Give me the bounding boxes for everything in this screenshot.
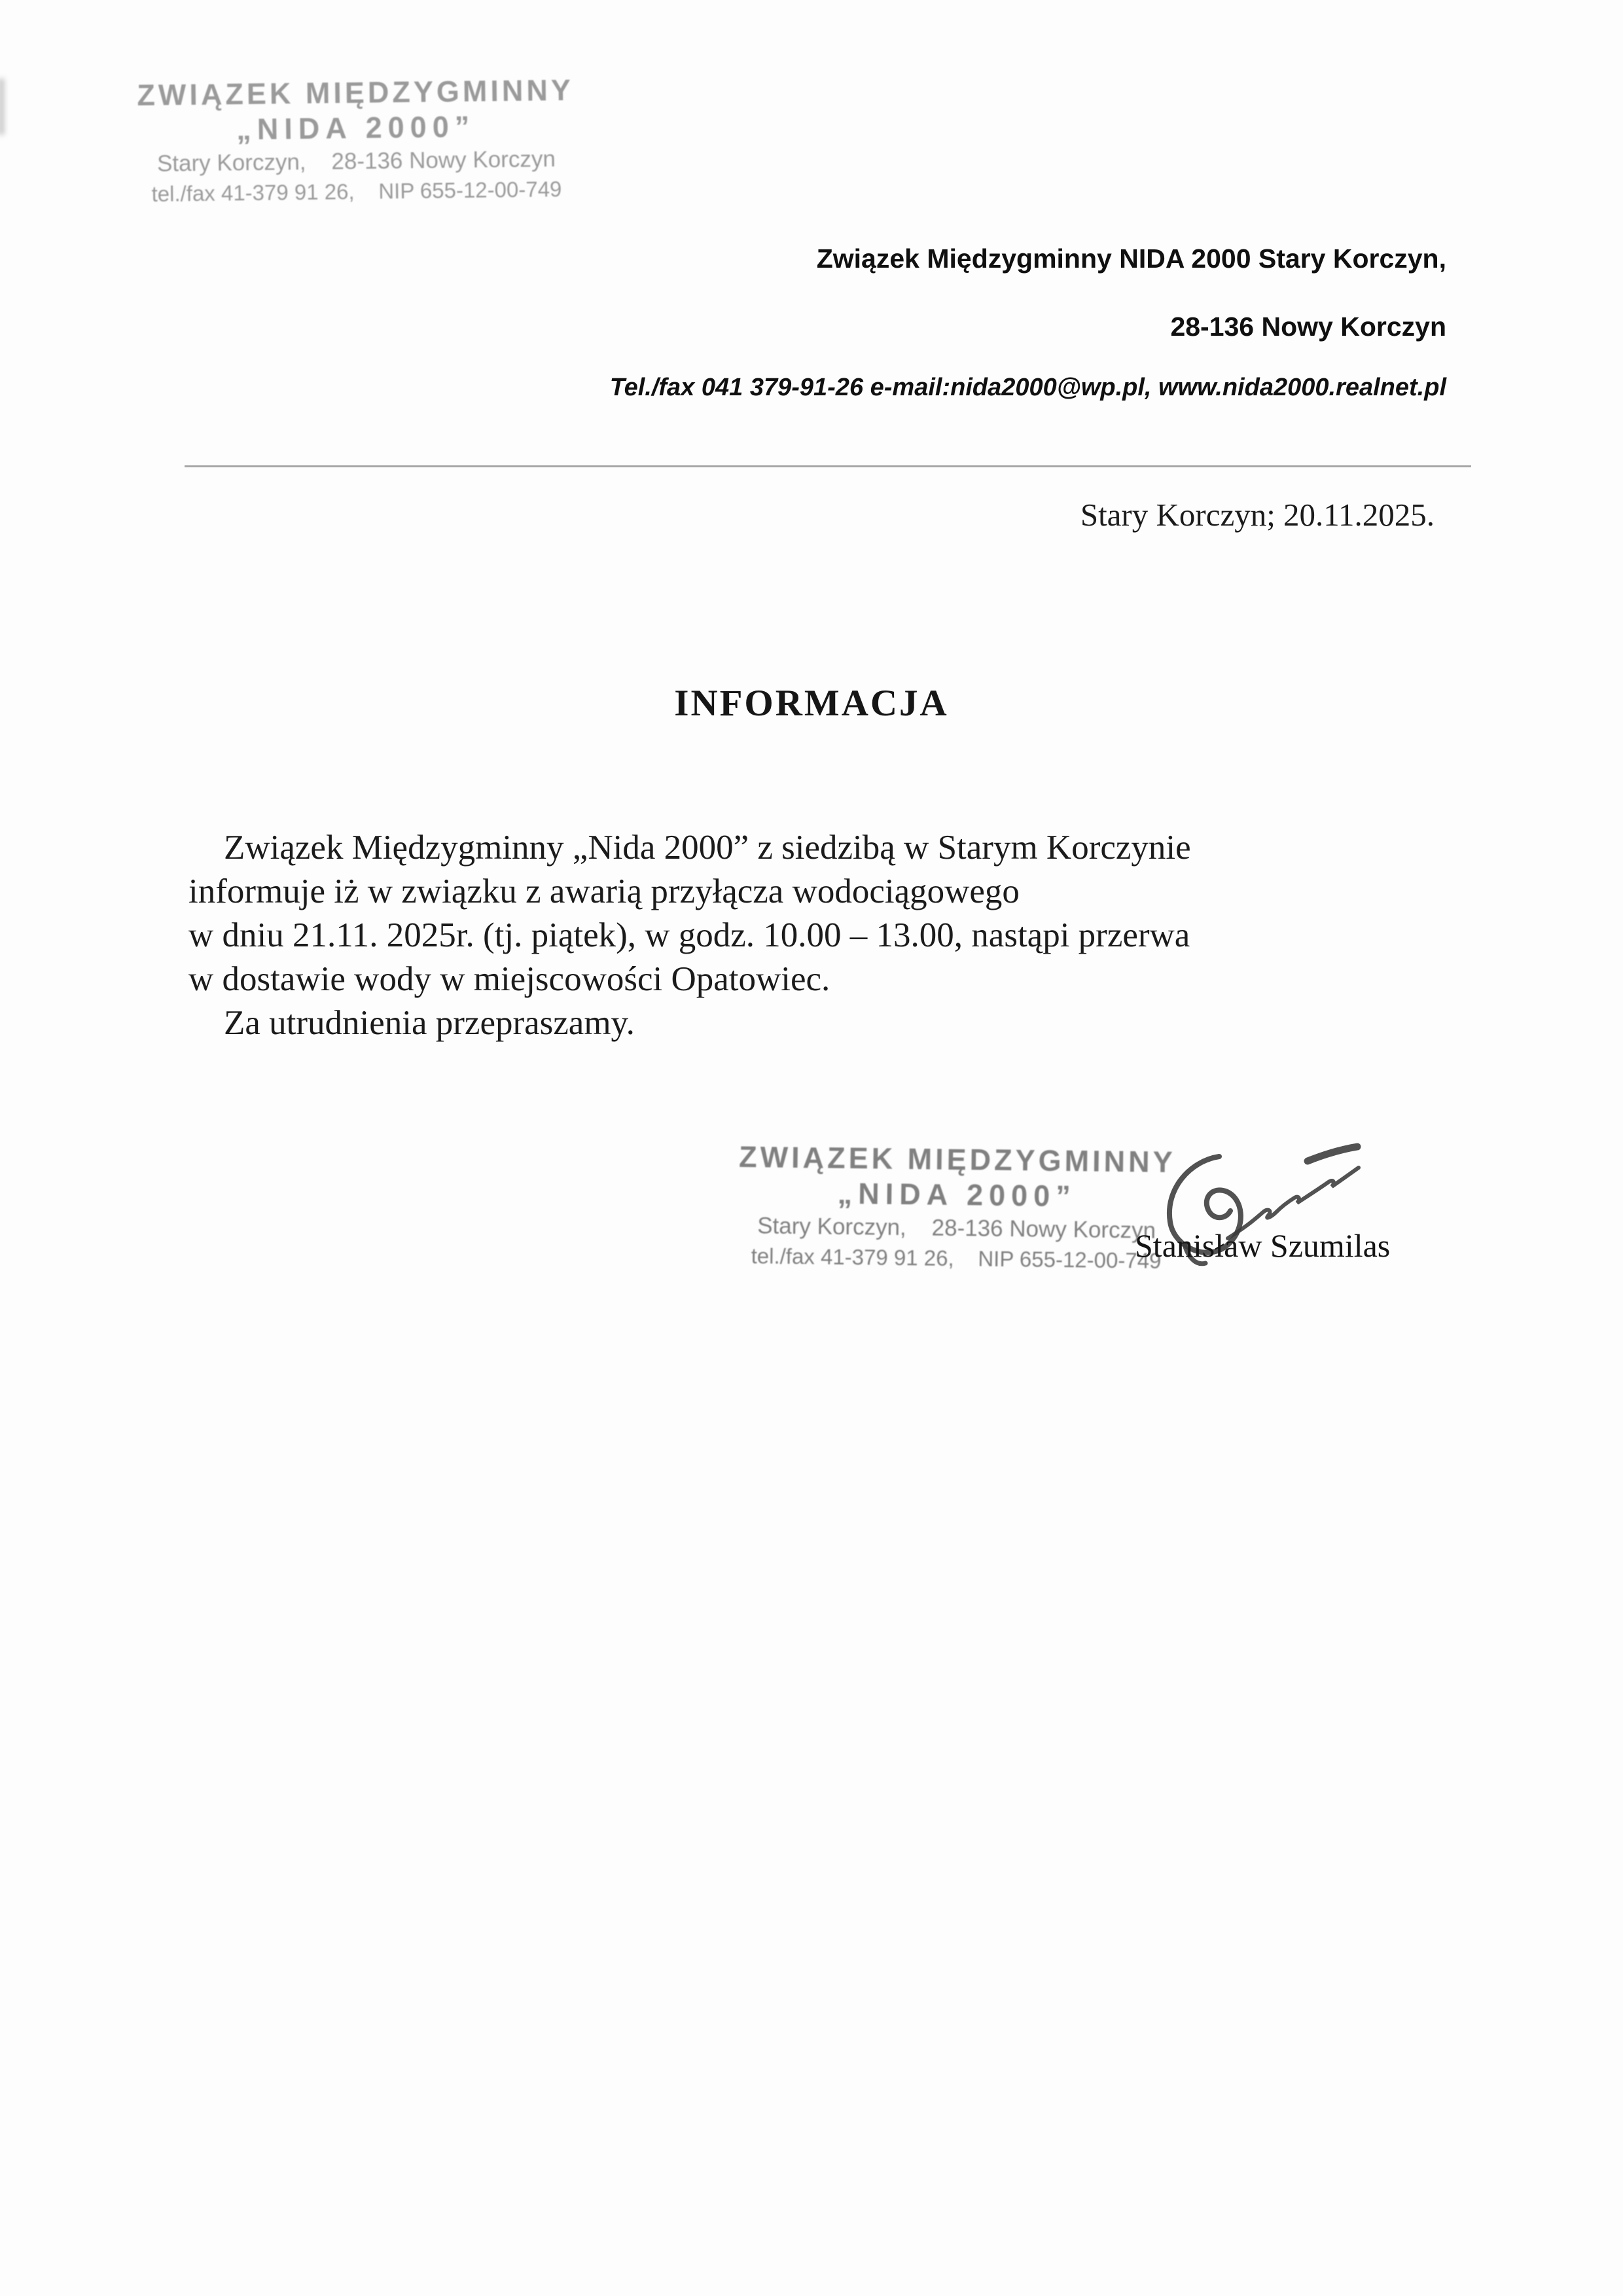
body-line: w dniu 21.11. 2025r. (tj. piątek), w godz. 10.00 – 13.00, nastąpi przerwa xyxy=(188,916,1190,954)
stamp-contact-line: tel./fax 41-379 91 26, NIP 655-12-00-749 xyxy=(751,1244,1162,1273)
date-line: Stary Korczyn; 20.11.2025. xyxy=(1080,497,1435,533)
body-line: Związek Międzygminny „Nida 2000” z siedzibą w Starym Korczynie xyxy=(224,829,1191,867)
letterhead-org-line: Związek Międzygminny NIDA 2000 Stary Korczyn, xyxy=(816,243,1446,274)
rubber-stamp-top xyxy=(126,72,586,209)
letterhead-address-line: 28-136 Nowy Korczyn xyxy=(1170,312,1446,342)
body-paragraph xyxy=(188,826,1353,1045)
letterhead-contact-line: Tel./fax 041 379-91-26 e-mail:nida2000@wp.pl, www.nida2000.realnet.pl xyxy=(609,374,1446,401)
body-line: w dostawie wody w miejscowości Opatowiec. xyxy=(188,960,830,998)
divider-line xyxy=(185,465,1471,467)
letterhead xyxy=(610,243,1446,402)
stamp-org-line1: ZWIĄZEK MIĘDZYGMINNY xyxy=(738,1139,1176,1179)
stamp-org-line1: ZWIĄZEK MIĘDZYGMINNY xyxy=(137,73,575,113)
stamp-address-line: Stary Korczyn, 28-136 Nowy Korczyn xyxy=(156,146,556,177)
stamp-org-line2: „NIDA 2000” xyxy=(236,109,476,147)
rubber-stamp-bottom xyxy=(727,1139,1186,1276)
body-line: informuje iż w związku z awarią przyłącza wodociągowego xyxy=(188,872,1020,910)
document-title: INFORMACJA xyxy=(674,683,949,724)
body-line: Za utrudnienia przepraszamy. xyxy=(224,1004,635,1042)
stamp-address-line: Stary Korczyn, 28-136 Nowy Korczyn xyxy=(757,1213,1156,1244)
stamp-contact-line: tel./fax 41-379 91 26, NIP 655-12-00-749 xyxy=(151,177,562,206)
signatory-name: Stanisław Szumilas xyxy=(1135,1227,1391,1264)
scan-edge-artifact xyxy=(0,79,5,135)
stamp-org-line2: „NIDA 2000” xyxy=(837,1176,1077,1213)
